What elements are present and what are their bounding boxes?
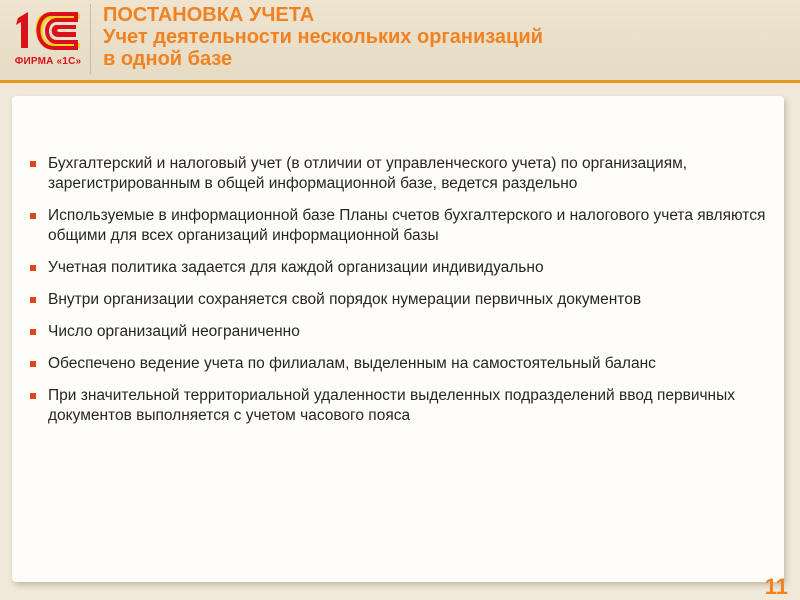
square-bullet-icon <box>30 161 36 167</box>
content-panel <box>12 96 784 582</box>
header-band <box>0 0 800 80</box>
bullet-item <box>26 386 776 426</box>
bullet-item <box>26 322 776 342</box>
bullet-item <box>26 154 776 194</box>
bullet-text: Используемые в информационной базе Планы счетов бухгалтерского и налогового учета являются общими для всех организаций информационной базы <box>48 207 766 244</box>
bullet-text: Учетная политика задается для каждой организации индивидуально <box>48 259 544 276</box>
square-bullet-icon <box>30 297 36 303</box>
bullet-item <box>26 258 776 278</box>
bullet-text: Число организаций неограниченно <box>48 323 300 340</box>
bullet-item <box>26 354 776 374</box>
square-bullet-icon <box>30 213 36 219</box>
square-bullet-icon <box>30 361 36 367</box>
title-line-3: в одной базе <box>103 48 233 70</box>
square-bullet-icon <box>30 329 36 335</box>
logo-caption: ФИРМА «1С» <box>14 56 82 67</box>
title-line-1: ПОСТАНОВКА УЧЕТА <box>103 4 315 26</box>
square-bullet-icon <box>30 393 36 399</box>
bullet-list <box>26 154 776 438</box>
logo-divider <box>90 4 96 74</box>
bullet-text: Обеспечено ведение учета по филиалам, выделенным на самостоятельный баланс <box>48 355 656 372</box>
bullet-text: При значительной территориальной удаленности выделенных подразделений ввод первичных документов выполняется с учетом часового пояса <box>48 387 736 424</box>
logo-mark-icon <box>6 8 90 54</box>
header-divider <box>0 80 800 83</box>
bullet-text: Бухгалтерский и налоговый учет (в отличии от управленческого учета) по организациям, зарегистрированным в общей информационной базе, ведется раздельно <box>48 155 688 192</box>
firm-1c-logo <box>6 8 90 76</box>
bullet-item <box>26 290 776 310</box>
page-number: 11 <box>764 574 788 599</box>
slide-title <box>103 4 543 70</box>
bullet-text: Внутри организации сохраняется свой порядок нумерации первичных документов <box>48 291 642 308</box>
title-line-2: Учет деятельности нескольких организаций <box>103 26 543 48</box>
square-bullet-icon <box>30 265 36 271</box>
bullet-item <box>26 206 776 246</box>
